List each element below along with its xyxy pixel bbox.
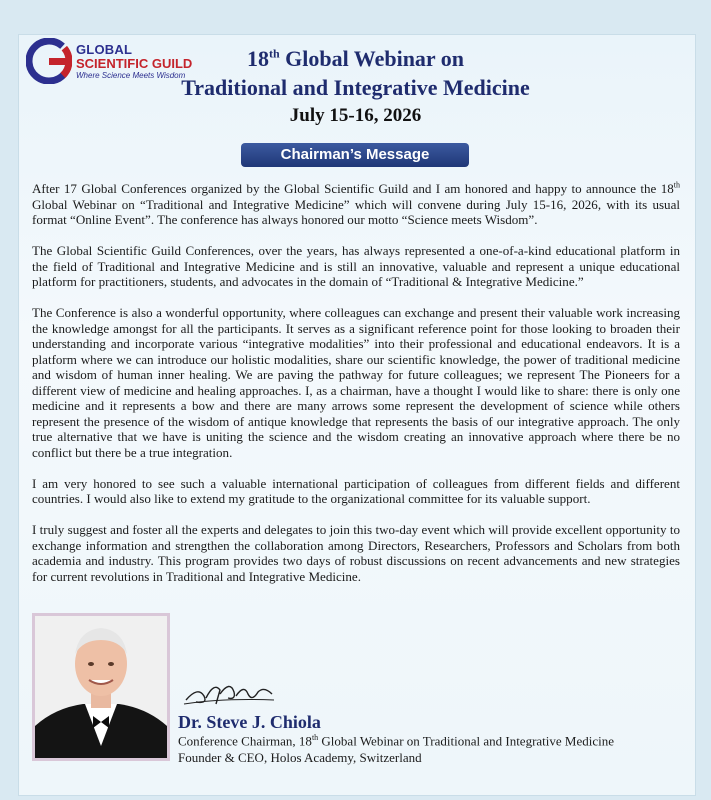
- edition-number: 18: [246, 46, 269, 71]
- event-title-line1: [0, 46, 711, 72]
- chairman-photo: [32, 613, 170, 761]
- event-date: July 15-16, 2026: [289, 105, 422, 126]
- chairmans-message-banner: Chairman’s Message: [241, 143, 469, 167]
- portrait-illustration: [35, 616, 167, 758]
- chairman-name: Dr. Steve J. Chiola: [178, 712, 321, 732]
- title-line1-rest: Global Webinar on: [279, 46, 465, 71]
- chairman-signature: [182, 678, 278, 708]
- logo-text-global: GLOBAL: [76, 42, 133, 57]
- paragraph-2: The Global Scientific Guild Conferences, over the years, has always represented a one-of-a-kind educational platform in the field of Traditional and Integrative Medicine and is still an innovative, valuable and represent a unique educational platform for practitioners, students, and advocates in the domain of “Traditional & Integrative Medicine.”: [32, 243, 680, 289]
- paragraph-4: I am very honored to see such a valuable international participation of colleagues from different fields and different countries. I would also like to extend my gratitude to the organizational committee for its valuable support.: [32, 475, 680, 506]
- edition-suffix: th: [268, 46, 280, 61]
- message-body: [32, 181, 680, 600]
- logo-tagline: Where Science Meets Wisdom: [76, 71, 186, 80]
- event-title-line2: Traditional and Integrative Medicine: [181, 75, 530, 100]
- paragraph-5: I truly suggest and foster all the experts and delegates to join this two-day event which will provide excellent opportunity to exchange information and strengthen the collaboration among Directors, Researchers, Professors and Scholars from both academia and industry. This program provides two days of robust discussions on recent advancements and new strategies for current revolutions in Traditional and Integrative Medicine.: [32, 522, 680, 584]
- paragraph-3: The Conference is also a wonderful opportunity, where colleagues can exchange and present their valuable work increasing the knowledge amongst for all the participants. It serves as a significant reference point for those looking to broaden their understanding and incorporate various “integrative modalities” into their professional and educational endeavors. It is a platform where we can introduce our holistic modalities, share our scientific knowledge, the power of traditional medicine and wisdom of human inner healing. We are paving the pathway for future colleagues; we represent The Pioneers for a different view of medicine and healing approaches. I, as a chairman, have a thought I would like to share: there is only one medicine and it represents a bow and there are many arrows some represent the development of science while others represent the presence of the wisdom of antique knowledge that represents the basis of our integrative approach. The only true alternative that we have is uniting the science and the wisdom creating an innovative approach where there be no conflict but there be a true integration.: [32, 305, 680, 460]
- logo-text-scientific-guild: SCIENTIFIC GUILD: [76, 56, 193, 71]
- chairman-role-line1: Conference Chairman, 18th Global Webinar on Traditional and Integrative Medicine: [178, 733, 615, 749]
- chairman-role-line2: Founder & CEO, Holos Academy, Switzerland: [178, 750, 422, 765]
- paragraph-1: After 17 Global Conferences organized by the Global Scientific Guild and I am honored and happy to announce the 18th Global Webinar on “Traditional and Integrative Medicine” which will convene during July 15-16, 2026, with its usual format “Online Event”. The conference has always honored our motto “Science meets Wisdom”.: [32, 180, 680, 227]
